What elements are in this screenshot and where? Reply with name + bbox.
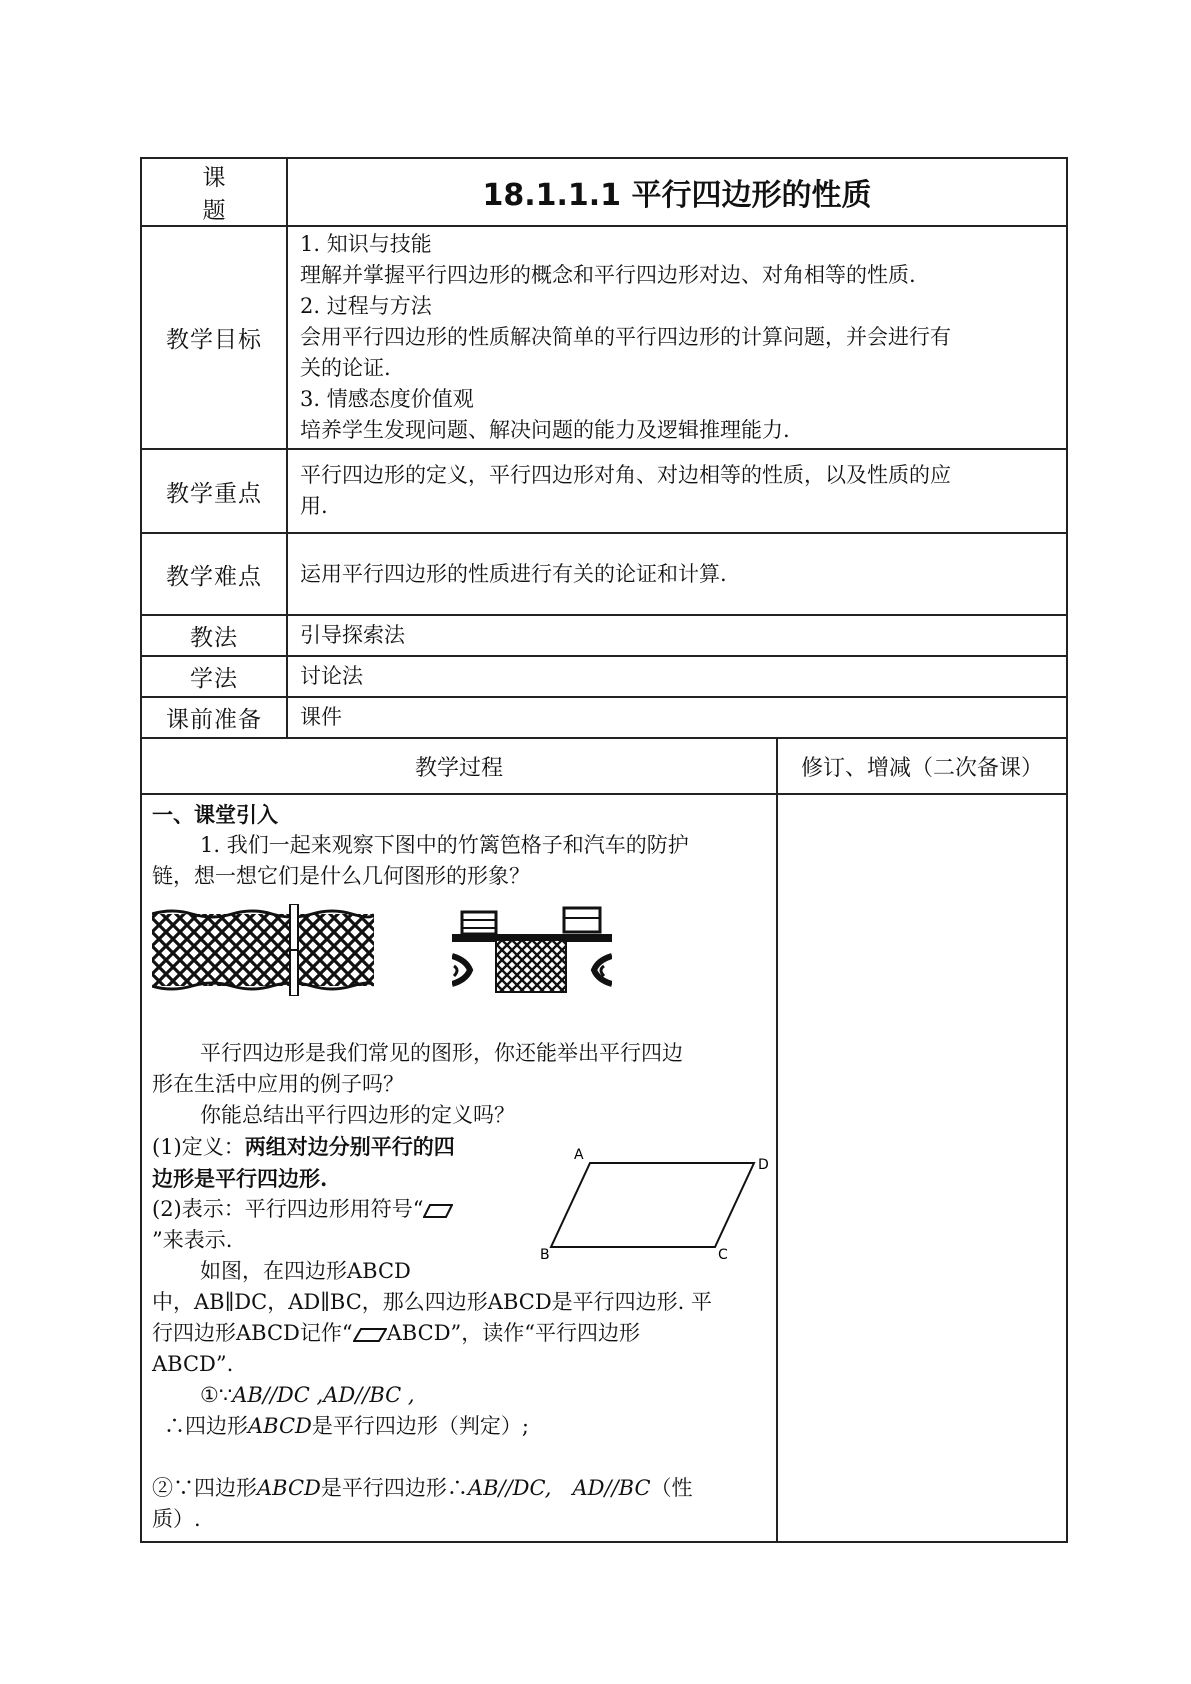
section-title: 一、课堂引入 bbox=[152, 802, 278, 827]
key-points-row bbox=[141, 449, 1067, 533]
example-line bbox=[152, 1318, 766, 1349]
definition-text: 两组对边分别平行的四 bbox=[244, 1134, 455, 1159]
math-expression: AB//DC, AD//BC bbox=[467, 1476, 651, 1500]
study-row bbox=[141, 656, 1067, 697]
difficulties-content: 运用平行四边形的性质进行有关的论证和计算. bbox=[287, 533, 1067, 615]
definition-prefix: (1)定义： bbox=[152, 1135, 245, 1159]
topic-title: 18.1.1.1 平行四边形的性质 bbox=[287, 158, 1067, 226]
process-header: 教学过程 bbox=[141, 738, 777, 794]
method-row bbox=[141, 615, 1067, 656]
objective-line: 关的论证. bbox=[300, 356, 391, 380]
topic-label: 课 题 bbox=[141, 158, 287, 226]
parallelogram-figure bbox=[540, 1135, 770, 1263]
objective-line: 1. 知识与技能 bbox=[300, 232, 432, 256]
figure-label-d: D bbox=[758, 1157, 769, 1173]
lesson-plan-table bbox=[140, 157, 1068, 1543]
question-line: 链，想一想它们是什么几何图形的形象？ bbox=[152, 864, 530, 888]
example-text: 行四边形ABCD记作“ bbox=[152, 1321, 353, 1345]
statement-line bbox=[152, 1411, 766, 1442]
objective-line: 2. 过程与方法 bbox=[300, 294, 432, 318]
statement-prefix: ①∵ bbox=[200, 1383, 233, 1407]
objectives-content bbox=[287, 226, 1067, 449]
method-label: 教法 bbox=[141, 615, 287, 656]
bamboo-fence-image bbox=[152, 904, 374, 996]
topic-row bbox=[141, 158, 1067, 226]
math-expression: ABCD bbox=[257, 1476, 321, 1500]
process-row bbox=[141, 794, 1067, 1542]
blank-line bbox=[152, 1442, 766, 1473]
objective-line: 理解并掌握平行四边形的概念和平行四边形对边、对角相等的性质. bbox=[300, 263, 916, 287]
prep-label: 课前准备 bbox=[141, 697, 287, 738]
definition-block bbox=[152, 1131, 769, 1287]
example-line: 如图，在四边形ABCD bbox=[200, 1259, 411, 1283]
illustrations bbox=[152, 900, 766, 1010]
prep-value: 课件 bbox=[287, 697, 1067, 738]
process-content bbox=[141, 794, 777, 1542]
paragraph-line: 形在生活中应用的例子吗？ bbox=[152, 1072, 404, 1096]
statement-suffix: （性 bbox=[650, 1476, 693, 1500]
notation-text: (2)表示：平行四边形用符号“ bbox=[152, 1197, 424, 1221]
difficulties-row bbox=[141, 533, 1067, 615]
question-line: 1. 我们一起来观察下图中的竹篱笆格子和汽车的防护 bbox=[200, 833, 689, 857]
figure-label-a: A bbox=[574, 1147, 584, 1163]
key-points-content bbox=[287, 449, 1067, 533]
math-expression: ABCD bbox=[248, 1414, 312, 1438]
objective-line: 会用平行四边形的性质解决简单的平行四边形的计算问题，并会进行有 bbox=[300, 325, 951, 349]
example-text: ABCD”，读作“平行四边形 bbox=[386, 1321, 641, 1345]
prep-row bbox=[141, 697, 1067, 738]
study-label: 学法 bbox=[141, 656, 287, 697]
math-expression: AB//DC ,AD//BC , bbox=[232, 1383, 415, 1407]
paragraph-line: 平行四边形是我们常见的图形，你还能举出平行四边 bbox=[200, 1041, 683, 1065]
parallelogram-symbol-icon bbox=[423, 1203, 453, 1219]
objective-line: 3. 情感态度价值观 bbox=[300, 387, 474, 411]
method-value: 引导探索法 bbox=[287, 615, 1067, 656]
statement-suffix: 是平行四边形（判定）; bbox=[311, 1414, 529, 1438]
objective-line: 培养学生发现问题、解决问题的能力及逻辑推理能力. bbox=[300, 418, 790, 442]
parallelogram-symbol-icon bbox=[353, 1327, 387, 1343]
statement-mid: 是平行四边形∴ bbox=[320, 1476, 468, 1500]
difficulties-label: 教学难点 bbox=[141, 533, 287, 615]
statement-line bbox=[152, 1380, 766, 1411]
figure-label-b: B bbox=[540, 1247, 550, 1263]
notation-line-cont: ”来表示. bbox=[152, 1228, 233, 1252]
statement-line bbox=[152, 1473, 766, 1504]
example-line: ABCD”. bbox=[152, 1352, 234, 1376]
objectives-row bbox=[141, 226, 1067, 449]
process-header-row bbox=[141, 738, 1067, 794]
key-points-label: 教学重点 bbox=[141, 449, 287, 533]
key-point-line: 平行四边形的定义，平行四边形对角、对边相等的性质，以及性质的应 bbox=[300, 463, 951, 487]
revision-header: 修订、增减（二次备课） bbox=[777, 738, 1067, 794]
definition-text-cont: 边形是平行四边形. bbox=[152, 1166, 328, 1191]
statement-prefix: ②∵四边形 bbox=[152, 1476, 257, 1500]
objectives-label: 教学目标 bbox=[141, 226, 287, 449]
study-value: 讨论法 bbox=[287, 656, 1067, 697]
key-point-line: 用. bbox=[300, 494, 328, 518]
revision-notes-cell bbox=[777, 794, 1067, 1542]
figure-label-c: C bbox=[718, 1247, 728, 1263]
car-guard-chain-image bbox=[452, 900, 612, 996]
statement-prefix: ∴四边形 bbox=[164, 1414, 248, 1438]
example-line: 中，AB∥DC，AD∥BC，那么四边形ABCD是平行四边形. 平 bbox=[152, 1290, 713, 1314]
paragraph-line: 你能总结出平行四边形的定义吗？ bbox=[200, 1103, 515, 1127]
statement-end: 质）. bbox=[152, 1507, 201, 1531]
